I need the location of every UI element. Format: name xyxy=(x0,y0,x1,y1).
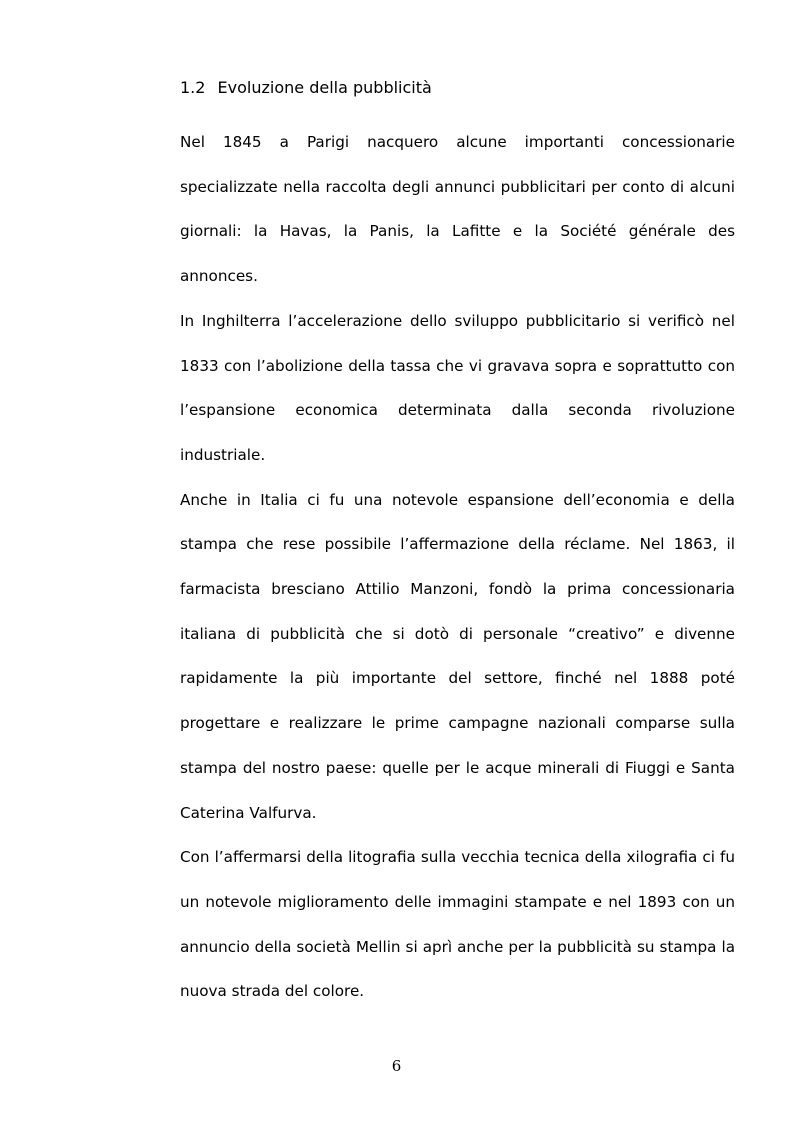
page-number: 6 xyxy=(391,1057,402,1075)
section-number: 1.2 xyxy=(180,78,206,97)
section-heading xyxy=(180,77,432,99)
section-title-text: Evoluzione della pubblicità xyxy=(217,78,432,97)
paragraph-4: Con l’affermarsi della litografia sulla vecchia tecnica della xilografia ci fu un notevole miglioramento delle immagini stampate e nel 1893 con un annuncio della società Mellin si aprì anche per la pubblicità su stampa la nuova strada del colore. xyxy=(180,848,735,1001)
paragraph-3: Anche in Italia ci fu una notevole espansione dell’economia e della stampa che rese possibile l’affermazione della réclame. Nel 1863, il farmacista bresciano Attilio Manzoni, fondò la prima concessionaria italiana di pubblicità che si dotò di personale “creativo” e divenne rapidamente la più importante del settore, finché nel 1888 poté progettare e realizzare le prime campagne nazionali comparse sulla stampa del nostro paese: quelle per le acque minerali di Fiuggi e Santa Caterina Valfurva. xyxy=(180,490,735,822)
paragraph-2: In Inghilterra l’accelerazione dello sviluppo pubblicitario si verificò nel 1833 con l’abolizione della tassa che vi gravava sopra e soprattutto con l’espansione economica determinata dalla seconda rivoluzione industriale. xyxy=(180,311,735,464)
paragraph-1: Nel 1845 a Parigi nacquero alcune importanti concessionarie specializzate nella raccolta degli annunci pubblicitari per conto di alcuni giornali: la Havas, la Panis, la Lafitte e la Société générale des annonces. xyxy=(180,133,735,286)
body-text xyxy=(180,120,735,1014)
